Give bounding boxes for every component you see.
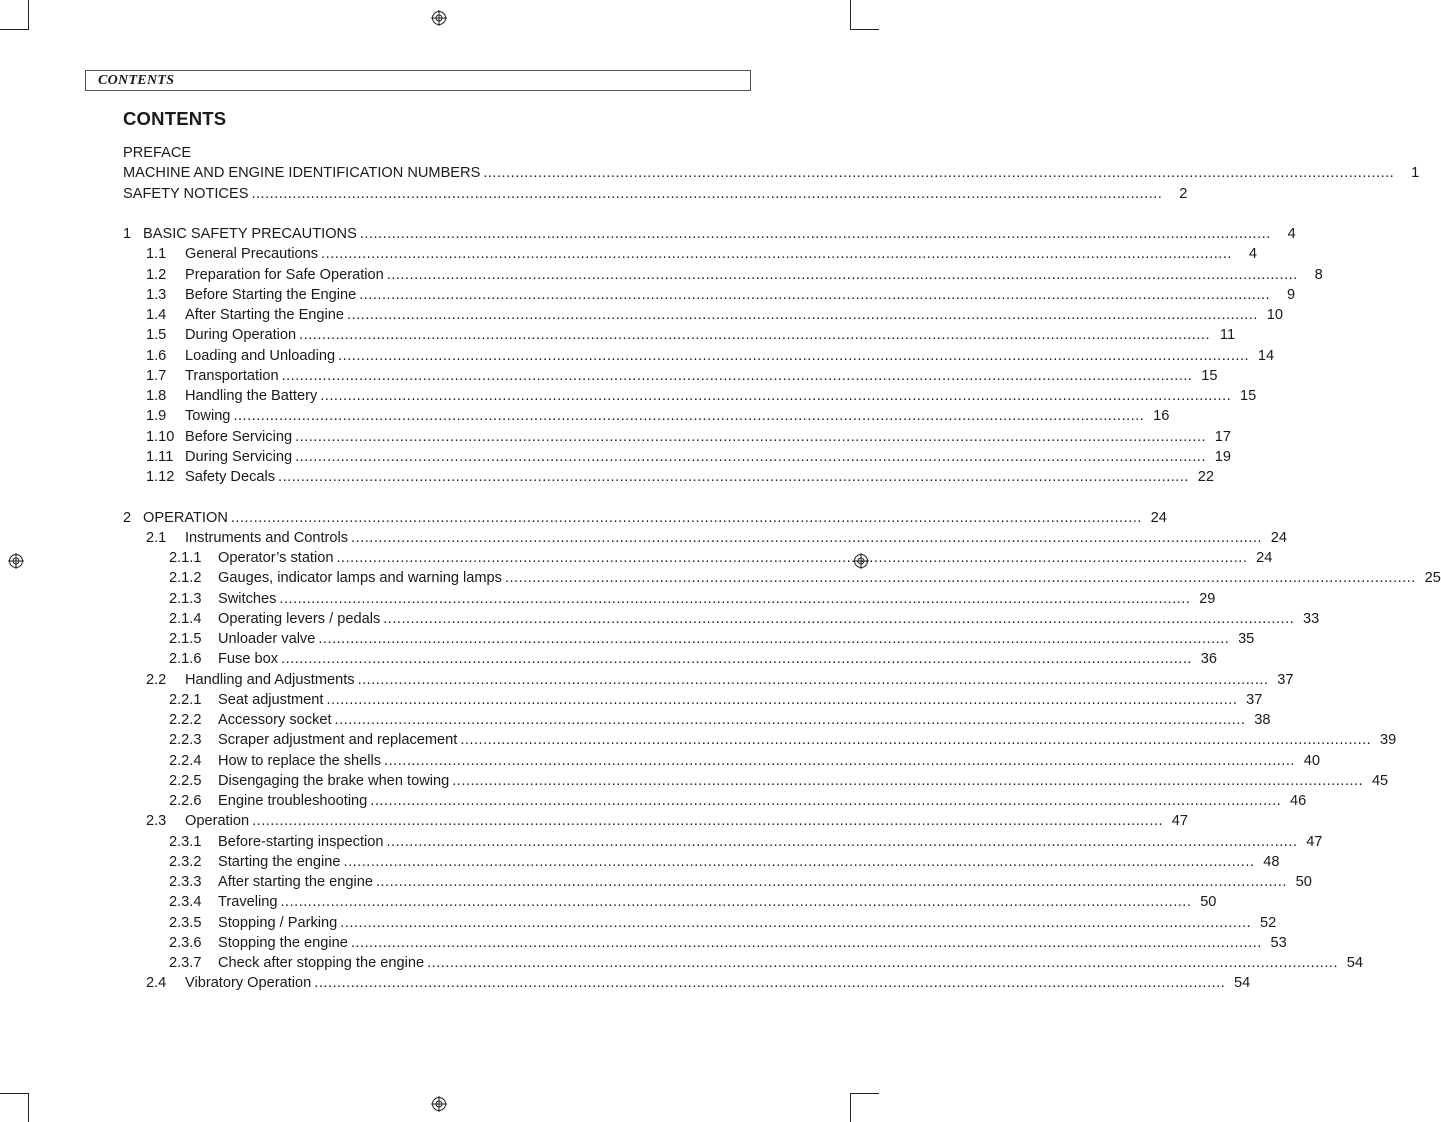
toc-entry-page: 4: [1287, 226, 1296, 242]
toc-entry-number: 1.2: [146, 266, 167, 283]
toc-entry-page: 46: [1290, 793, 1307, 809]
toc-entry[interactable]: [123, 467, 1214, 487]
toc-entry-number: 2.2.5: [169, 772, 202, 789]
toc-entry-page: 4: [1248, 246, 1257, 263]
toc-entry-title: Unloader valve: [218, 631, 316, 647]
toc-entry-page: 25: [1424, 570, 1441, 587]
toc-leader-dots: ........................................................................................................................................................................................................: [233, 408, 1145, 425]
toc-entry-title: BASIC SAFETY PRECAUTIONS: [143, 226, 357, 242]
page-title: CONTENTS: [123, 108, 227, 129]
toc-leader-dots: ........................................................................................................................................................................................................: [252, 813, 1164, 830]
toc-entry-title: SAFETY NOTICES: [123, 185, 249, 202]
toc-entry-title: Seat adjustment: [218, 691, 324, 708]
toc-entry-number: 2.3.6: [169, 934, 202, 951]
toc-leader-dots: ........................................................................................................................................................................................................: [347, 307, 1258, 323]
toc-entry-number: 1: [123, 226, 132, 242]
toc-leader-dots: ........................................................................................................................................................................................................: [460, 732, 1372, 749]
toc-entry[interactable]: [123, 548, 1273, 568]
toc-entry[interactable]: [123, 730, 1397, 750]
toc-entry-number: 1.11: [146, 448, 174, 465]
toc-entry-page: 36: [1200, 651, 1217, 668]
toc-entry-page: 39: [1380, 732, 1397, 749]
toc-entry-number: 2.3.7: [169, 955, 202, 971]
toc-entry[interactable]: [123, 224, 1296, 244]
toc-entry-title: Operating levers / pedals: [218, 610, 381, 627]
toc-entry-page: 22: [1197, 469, 1214, 485]
toc-entry-page: 38: [1254, 712, 1271, 728]
toc-entry[interactable]: [123, 447, 1232, 467]
toc-entry-number: 2.1: [146, 529, 167, 546]
toc-leader-dots: ........................................................................................................................................................................................................: [452, 772, 1364, 789]
toc-entry[interactable]: [123, 325, 1236, 345]
toc-entry-title: Operation: [185, 813, 250, 830]
toc-entry-page: 1: [1411, 165, 1420, 182]
toc-entry[interactable]: [123, 568, 1441, 588]
toc-entry-number: 2.1.1: [169, 550, 202, 566]
toc-entry[interactable]: [123, 771, 1389, 791]
toc-entry-title: After Starting the Engine: [185, 307, 345, 323]
toc-entry-page: 11: [1219, 327, 1236, 344]
toc-entry-title: MACHINE AND ENGINE IDENTIFICATION NUMBERS: [123, 165, 481, 182]
toc-entry-title: Disengaging the brake when towing: [218, 772, 450, 789]
toc-entry-page: 14: [1257, 347, 1275, 364]
toc-entry[interactable]: [123, 163, 1420, 183]
toc-leader-dots: ........................................................................................................................................................................................................: [281, 651, 1192, 668]
toc-entry-number: 1.3: [146, 286, 167, 303]
toc-entry-title: Accessory socket: [218, 712, 332, 728]
toc-entry[interactable]: [123, 953, 1364, 973]
toc-entry-number: 2.3.5: [169, 914, 202, 931]
toc-entry[interactable]: [123, 629, 1255, 649]
toc-entry-page: 54: [1233, 975, 1251, 992]
toc-leader-dots: ........................................................................................................................................................................................................: [299, 327, 1211, 344]
toc-entry-title: After starting the engine: [218, 874, 373, 890]
toc-entry-number: 2.2.6: [169, 793, 202, 809]
toc-entry-title: Loading and Unloading: [185, 347, 336, 364]
crop-mark-bottom-right-v: [850, 1093, 851, 1122]
toc-entry-number: 2.1.2: [169, 570, 202, 587]
toc-entry-number: 1.12: [146, 469, 175, 485]
toc-leader-dots: ........................................................................................................................................................................................................: [321, 246, 1232, 263]
toc-leader-dots: ........................................................................................................................................................................................................: [386, 833, 1298, 850]
toc-leader-dots: ........................................................................................................................................................................................................: [370, 793, 1282, 809]
crop-mark-bottom-left-h: [0, 1093, 28, 1094]
toc-entry[interactable]: [123, 852, 1280, 872]
toc-leader-dots: ........................................................................................................................................................................................................: [351, 529, 1262, 546]
toc-leader-dots: ........................................................................................................................................................................................................: [326, 691, 1238, 708]
toc-entry[interactable]: [123, 508, 1167, 528]
toc-entry-title: During Operation: [185, 327, 297, 344]
toc-entry-number: 2.3.2: [169, 853, 202, 870]
toc-entry-page: 35: [1238, 631, 1255, 647]
toc-entry-title: Operator’s station: [218, 550, 334, 566]
toc-leader-dots: ........................................................................................................................................................................................................: [350, 934, 1262, 951]
toc-entry-number: 1.7: [146, 367, 167, 384]
toc-entry-number: 1.8: [146, 388, 167, 404]
toc-entry-title: Gauges, indicator lamps and warning lamps: [218, 570, 502, 587]
toc-entry[interactable]: [123, 811, 1189, 831]
toc-entry-title: Towing: [185, 408, 231, 425]
toc-entry[interactable]: [123, 589, 1216, 609]
toc-leader-dots: ........................................................................................................................................................................................................: [383, 610, 1295, 627]
toc-entry-title: Fuse box: [218, 651, 279, 668]
toc-entry[interactable]: [123, 386, 1257, 406]
toc-entry-title: General Precautions: [185, 246, 319, 263]
toc-entry-title: Stopping / Parking: [218, 914, 338, 931]
toc-entry-title: Traveling: [218, 894, 278, 911]
toc-entry-title: Transportation: [185, 367, 279, 384]
toc-entry[interactable]: [123, 872, 1312, 892]
toc-entry-number: 2.2.3: [169, 732, 202, 749]
toc-entry-number: 1.5: [146, 327, 167, 344]
toc-leader-dots: ........................................................................................................................................................................................................: [295, 448, 1207, 465]
toc-entry-number: 2.1.5: [169, 631, 202, 647]
toc-leader-dots: ........................................................................................................................................................................................................: [340, 914, 1252, 931]
toc-entry-number: 2.2.2: [169, 712, 202, 728]
toc-entry-title: PREFACE: [123, 145, 192, 161]
toc-entry[interactable]: [123, 913, 1277, 933]
toc-entry-title: Engine troubleshooting: [218, 793, 368, 809]
toc-entry-page: 19: [1214, 448, 1232, 465]
toc-entry-page: 48: [1263, 853, 1280, 870]
toc-entry-title: Preparation for Safe Operation: [185, 266, 384, 283]
toc-entry[interactable]: [123, 143, 695, 163]
toc-entry-number: 2.1.3: [169, 590, 202, 607]
toc-entry-number: 2.1.6: [169, 651, 202, 668]
toc-entry-page: 15: [1201, 367, 1218, 384]
toc-entry-title: Handling the Battery: [185, 388, 318, 404]
toc-entry-title: Stopping the engine: [218, 934, 348, 951]
table-of-contents: [123, 143, 1441, 994]
toc-entry-page: 2: [1179, 185, 1188, 202]
toc-entry-page: 53: [1270, 934, 1287, 951]
running-header-label: CONTENTS: [98, 73, 175, 88]
toc-leader-dots: ........................................................................................................................................................................................................: [251, 185, 1163, 202]
toc-entry[interactable]: [123, 528, 1287, 548]
toc-entry-number: 2.4: [146, 975, 167, 992]
registration-mark-icon: [431, 1096, 447, 1112]
toc-leader-dots: ........................................................................................................................................................................................................: [230, 509, 1142, 526]
toc-entry-page: 10: [1266, 307, 1283, 323]
toc-leader-dots: ........................................................................................................................................................................................................: [357, 671, 1269, 688]
toc-leader-dots: ........................................................................................................................................................................................................: [334, 712, 1246, 728]
toc-entry[interactable]: [123, 933, 1287, 953]
registration-mark-icon: [431, 10, 447, 26]
toc-entry-title: Before Servicing: [185, 428, 293, 445]
toc-entry[interactable]: [123, 751, 1320, 771]
toc-entry-page: 29: [1199, 590, 1216, 607]
toc-entry[interactable]: [123, 670, 1294, 690]
toc-entry-page: 24: [1150, 509, 1167, 526]
toc-entry[interactable]: [123, 265, 1323, 285]
toc-entry-title: Before Starting the Engine: [185, 286, 357, 303]
toc-entry-page: 9: [1287, 286, 1296, 303]
toc-leader-dots: ........................................................................................................................................................................................................: [336, 550, 1248, 566]
toc-entry-number: 2.2: [146, 671, 167, 688]
toc-entry-title: Starting the engine: [218, 853, 341, 870]
toc-entry-number: 1.1: [146, 246, 167, 263]
toc-leader-dots: ........................................................................................................................................................................................................: [279, 590, 1191, 607]
toc-leader-dots: ........................................................................................................................................................................................................: [427, 955, 1339, 971]
toc-leader-dots: ........................................................................................................................................................................................................: [281, 367, 1193, 384]
toc-entry-title: How to replace the shells: [218, 752, 382, 769]
toc-entry-title: Switches: [218, 590, 277, 607]
toc-entry-number: 1.9: [146, 408, 167, 425]
toc-leader-dots: ........................................................................................................................................................................................................: [318, 631, 1230, 647]
toc-entry-number: 1.10: [146, 428, 175, 445]
toc-entry[interactable]: [123, 244, 1257, 264]
toc-entry-number: 2.2.1: [169, 691, 202, 708]
toc-entry-page: 17: [1214, 428, 1232, 445]
toc-entry[interactable]: [123, 427, 1232, 447]
toc-entry-page: 24: [1256, 550, 1273, 566]
toc-entry[interactable]: [123, 710, 1271, 730]
crop-mark-top-left-h: [0, 29, 28, 30]
toc-leader-dots: ........................................................................................................................................................................................................: [295, 428, 1207, 445]
toc-entry-page: 47: [1171, 813, 1189, 830]
toc-entry-title: Vibratory Operation: [185, 975, 312, 992]
toc-leader-dots: ........................................................................................................................................................................................................: [504, 570, 1416, 587]
toc-entry-number: 2.3: [146, 813, 167, 830]
crop-mark-top-left-v: [28, 0, 29, 30]
running-header: [85, 70, 751, 91]
toc-entry[interactable]: [123, 973, 1251, 993]
toc-entry[interactable]: [123, 305, 1283, 325]
toc-entry[interactable]: [123, 285, 1296, 305]
toc-entry[interactable]: [123, 832, 1323, 852]
toc-entry-title: Safety Decals: [185, 469, 276, 485]
crop-mark-bottom-left-v: [28, 1093, 29, 1122]
toc-leader-dots: ........................................................................................................................................................................................................: [375, 874, 1287, 890]
toc-entry[interactable]: [123, 791, 1307, 811]
toc-entry[interactable]: [123, 690, 1263, 710]
toc-entry-title: Check after stopping the engine: [218, 955, 425, 971]
toc-entry-title: During Servicing: [185, 448, 293, 465]
toc-entry-number: 2.1.4: [169, 610, 202, 627]
toc-entry-number: 2.3.4: [169, 894, 202, 911]
toc-leader-dots: ........................................................................................................................................................................................................: [483, 165, 1395, 182]
toc-leader-dots: ........................................................................................................................................................................................................: [359, 286, 1271, 303]
registration-mark-icon: [8, 553, 24, 569]
toc-entry-page: 52: [1259, 914, 1277, 931]
toc-entry-number: 1.6: [146, 347, 167, 364]
toc-leader-dots: ........................................................................................................................................................................................................: [343, 853, 1255, 870]
toc-entry[interactable]: [123, 609, 1320, 629]
toc-entry-page: 16: [1153, 408, 1170, 425]
toc-leader-dots: ........................................................................................................................................................................................................: [359, 226, 1271, 242]
toc-leader-dots: ........................................................................................................................................................................................................: [386, 266, 1298, 283]
crop-mark-top-right-h: [851, 29, 879, 30]
toc-entry-page: 33: [1302, 610, 1320, 627]
crop-mark-top-right-v: [850, 0, 851, 30]
toc-entry-title: Instruments and Controls: [185, 529, 349, 546]
toc-entry-page: 24: [1270, 529, 1287, 546]
toc-leader-dots: ........................................................................................................................................................................................................: [320, 388, 1232, 404]
toc-entry-page: 54: [1346, 955, 1364, 971]
toc-leader-dots: ........................................................................................................................................................................................................: [280, 894, 1192, 911]
toc-entry-number: 1.4: [146, 307, 167, 323]
toc-leader-dots: ........................................................................................................................................................................................................: [384, 752, 1295, 769]
toc-entry-title: Before-starting inspection: [218, 833, 384, 850]
toc-entry[interactable]: [123, 406, 1170, 426]
toc-entry[interactable]: [123, 366, 1218, 386]
toc-entry-number: 2.2.4: [169, 752, 202, 769]
toc-entry-number: 2.3.3: [169, 874, 202, 890]
toc-entry[interactable]: [123, 184, 1188, 204]
toc-entry-number: 2.3.1: [169, 833, 202, 850]
toc-entry-title: OPERATION: [143, 509, 228, 526]
toc-entry-page: 37: [1277, 671, 1294, 688]
toc-entry-title: Handling and Adjustments: [185, 671, 355, 688]
toc-entry-number: 2: [123, 509, 132, 526]
toc-entry-page: 15: [1239, 388, 1257, 404]
toc-entry[interactable]: [123, 649, 1217, 669]
toc-entry[interactable]: [123, 346, 1275, 366]
toc-entry-page: 37: [1246, 691, 1263, 708]
toc-entry-title: Scraper adjustment and replacement: [218, 732, 458, 749]
toc-leader-dots: ........................................................................................................................................................................................................: [314, 975, 1226, 992]
toc-leader-dots: ........................................................................................................................................................................................................: [278, 469, 1189, 485]
toc-entry[interactable]: [123, 892, 1217, 912]
crop-mark-bottom-right-h: [851, 1093, 879, 1094]
toc-entry-page: 8: [1314, 266, 1323, 283]
toc-entry-page: 47: [1306, 833, 1323, 850]
toc-entry-page: 45: [1371, 772, 1389, 789]
toc-entry-page: 50: [1200, 894, 1217, 911]
toc-entry-page: 40: [1303, 752, 1320, 769]
toc-entry-page: 50: [1295, 874, 1312, 890]
toc-leader-dots: ........................................................................................................................................................................................................: [338, 347, 1250, 364]
